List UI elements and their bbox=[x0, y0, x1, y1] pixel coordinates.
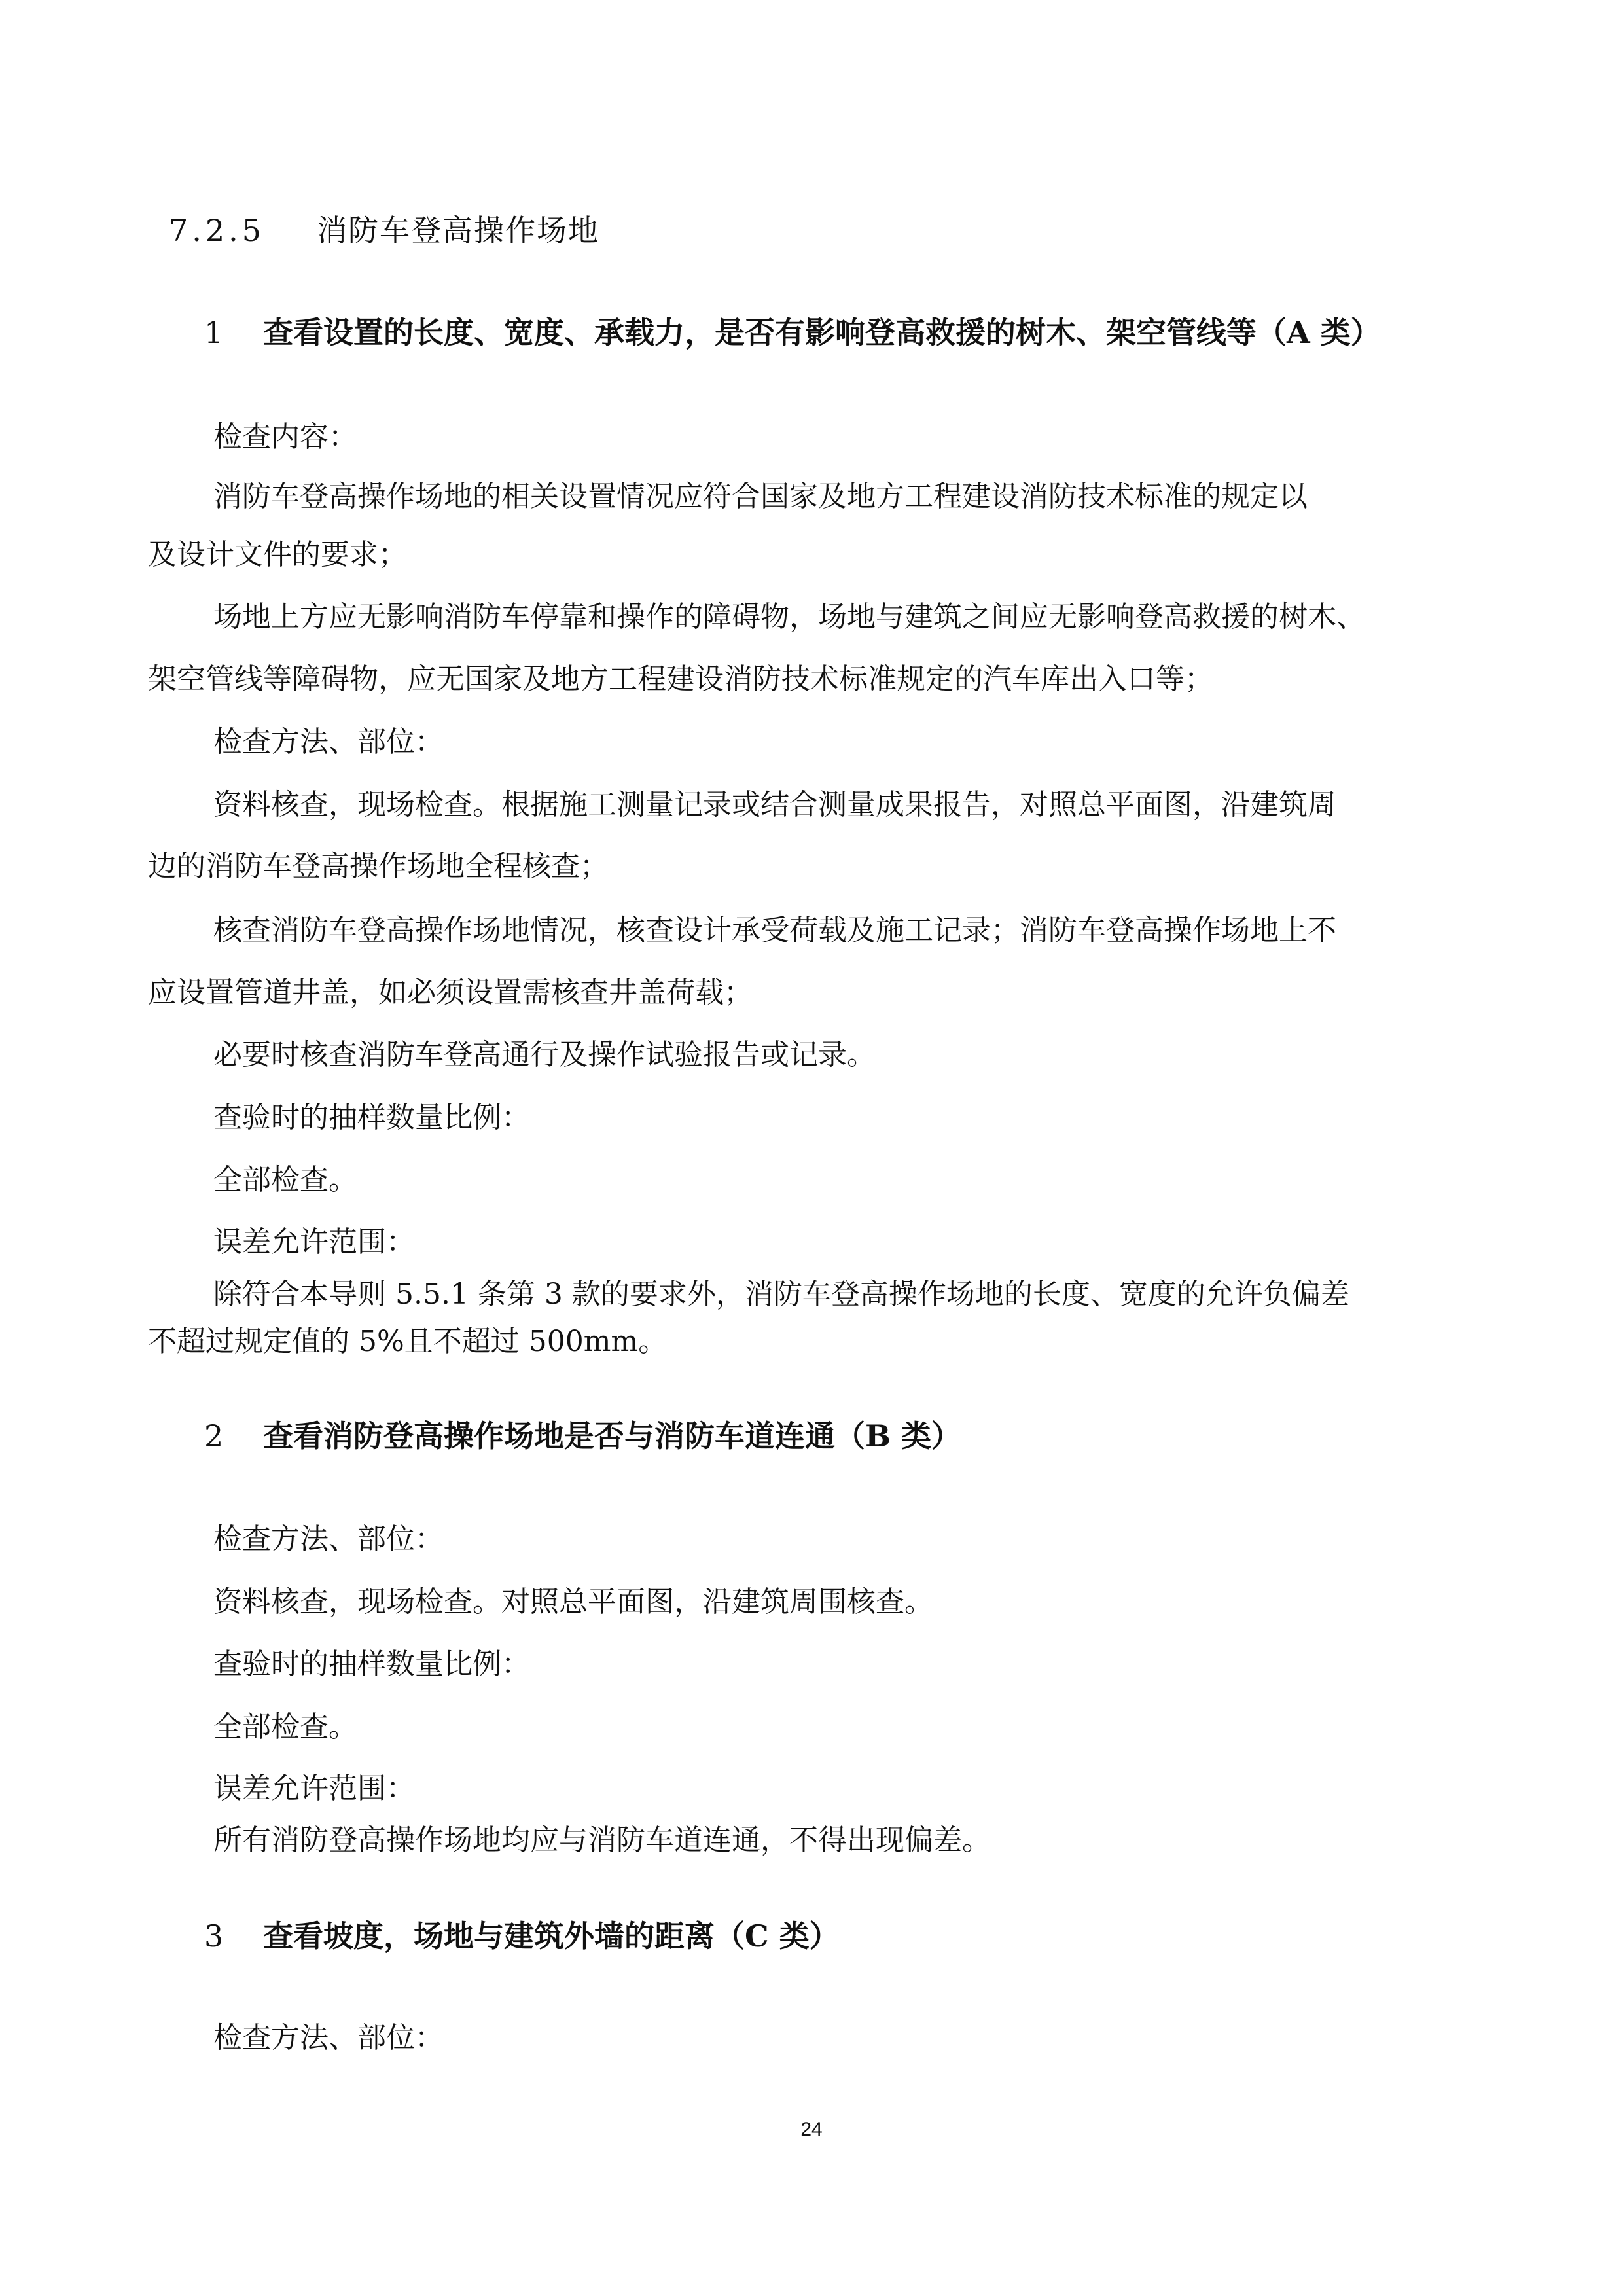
paragraph-line: 场地上方应无影响消防车停靠和操作的障碍物，场地与建筑之间应无影响登高救援的树木、 bbox=[213, 600, 1365, 634]
paragraph-line: 查验时的抽样数量比例： bbox=[213, 1101, 530, 1134]
item-1-heading bbox=[204, 313, 1381, 352]
paragraph-line: 及设计文件的要求； bbox=[148, 538, 407, 571]
item-3-number: 3 bbox=[204, 1918, 224, 1954]
paragraph-line: 所有消防登高操作场地均应与消防车道连通，不得出现偏差。 bbox=[213, 1823, 991, 1857]
paragraph-line: 全部检查。 bbox=[213, 1710, 357, 1744]
paragraph-line: 检查方法、部位： bbox=[213, 2021, 444, 2054]
item-1-number: 1 bbox=[204, 315, 224, 350]
paragraph-line: 误差允许范围： bbox=[213, 1225, 415, 1259]
paragraph-line: 消防车登高操作场地的相关设置情况应符合国家及地方工程建设消防技术标准的规定以 bbox=[213, 480, 1308, 513]
item-3-heading bbox=[204, 1916, 840, 1956]
paragraph-line: 架空管线等障碍物，应无国家及地方工程建设消防技术标准规定的汽车库出入口等； bbox=[148, 662, 1213, 696]
item-2-title: 查看消防登高操作场地是否与消防车道连通（B 类） bbox=[263, 1418, 961, 1454]
paragraph-line: 误差允许范围： bbox=[213, 1772, 415, 1805]
paragraph-line: 必要时核查消防车登高通行及操作试验报告或记录。 bbox=[213, 1038, 876, 1071]
paragraph-line: 不超过规定值的 5%且不超过 500mm。 bbox=[148, 1325, 668, 1358]
item-2-heading bbox=[204, 1416, 961, 1456]
paragraph-line: 全部检查。 bbox=[213, 1163, 357, 1196]
item-3-title: 查看坡度，场地与建筑外墙的距离（C 类） bbox=[263, 1918, 840, 1954]
paragraph-line: 查验时的抽样数量比例： bbox=[213, 1647, 530, 1681]
item-1-title: 查看设置的长度、宽度、承载力，是否有影响登高救援的树木、架空管线等（A 类） bbox=[263, 315, 1381, 350]
paragraph-line: 边的消防车登高操作场地全程核查； bbox=[148, 850, 609, 883]
paragraph-line: 检查方法、部位： bbox=[213, 1522, 444, 1556]
item-2-number: 2 bbox=[204, 1418, 224, 1454]
paragraph-line: 应设置管道井盖，如必须设置需核查井盖荷载； bbox=[148, 976, 753, 1009]
paragraph-line: 核查消防车登高操作场地情况，核查设计承受荷载及施工记录；消防车登高操作场地上不 bbox=[213, 914, 1336, 947]
paragraph-line: 检查方法、部位： bbox=[213, 725, 444, 759]
paragraph-line: 资料核查，现场检查。根据施工测量记录或结合测量成果报告，对照总平面图，沿建筑周 bbox=[213, 788, 1336, 821]
section-title: 消防车登高操作场地 bbox=[317, 213, 599, 248]
section-number: 7.2.5 bbox=[169, 213, 266, 248]
paragraph-line: 除符合本导则 5.5.1 条第 3 款的要求外，消防车登高操作场地的长度、宽度的允许负偏差 bbox=[213, 1278, 1349, 1311]
paragraph-line: 资料核查，现场检查。对照总平面图，沿建筑周围核查。 bbox=[213, 1585, 933, 1619]
page-number: 24 bbox=[800, 2119, 823, 2140]
paragraph-line: 检查内容： bbox=[213, 420, 357, 454]
